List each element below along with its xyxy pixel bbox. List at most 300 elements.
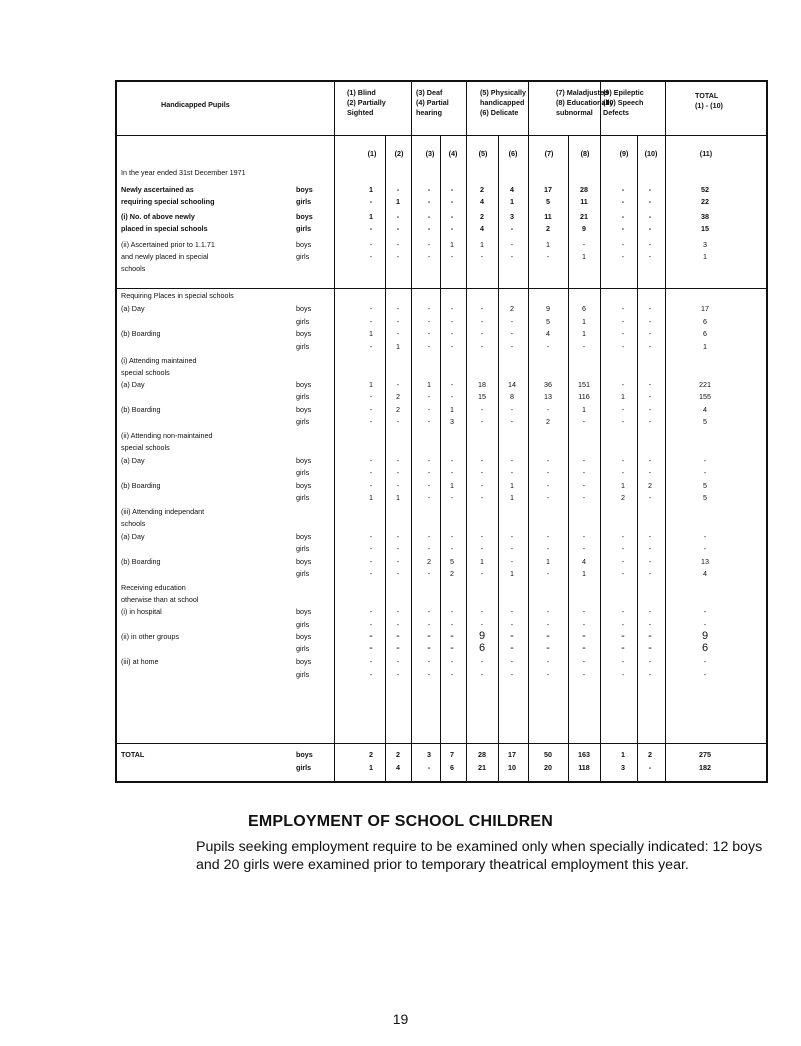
table-cell: - xyxy=(582,456,586,465)
row-label: (i) No. of above newly xyxy=(121,212,195,221)
table-cell: - xyxy=(480,532,484,541)
column-rule xyxy=(665,80,666,783)
table-cell: 10 xyxy=(508,763,516,772)
row-sex-label: boys xyxy=(296,750,313,759)
table-cell: - xyxy=(427,763,431,772)
table-cell: - xyxy=(427,197,431,206)
table-cell: - xyxy=(648,317,652,326)
table-cell: - xyxy=(648,763,652,772)
row-label: (b) Boarding xyxy=(121,405,161,414)
table-cell: - xyxy=(703,456,707,465)
header-group-line: TOTAL xyxy=(695,91,719,100)
table-cell: 2 xyxy=(621,493,625,502)
table-cell: 17 xyxy=(701,304,709,313)
table-cell: 2 xyxy=(480,212,484,221)
table-cell: - xyxy=(621,544,625,553)
table-cell: - xyxy=(510,329,514,338)
row-label: special schools xyxy=(121,443,170,452)
table-cell: - xyxy=(480,317,484,326)
table-cell: - xyxy=(648,185,652,194)
table-cell: - xyxy=(648,252,652,261)
row-sex-label: boys xyxy=(296,481,312,490)
table-cell: 28 xyxy=(478,750,486,759)
table-cell: - xyxy=(369,670,373,679)
row-sex-label: boys xyxy=(296,456,312,465)
table-cell: 1 xyxy=(510,569,514,578)
table-cell: - xyxy=(648,417,652,426)
table-cell: 6 xyxy=(701,642,709,654)
table-cell: 9 xyxy=(701,630,709,642)
table-cell: - xyxy=(621,317,625,326)
table-cell: 1 xyxy=(582,405,586,414)
table-cell: 5 xyxy=(450,557,454,566)
table-cell: 3 xyxy=(427,750,431,759)
table-cell: 1 xyxy=(427,380,431,389)
row-label: (b) Boarding xyxy=(121,481,161,490)
table-cell: - xyxy=(450,342,454,351)
row-sex-label: girls xyxy=(296,670,310,679)
column-number: (4) xyxy=(448,149,458,158)
table-cell: - xyxy=(621,329,625,338)
table-cell: 1 xyxy=(621,750,625,759)
row-sex-label: boys xyxy=(296,212,313,221)
table-cell: - xyxy=(427,544,431,553)
table-cell: - xyxy=(510,670,514,679)
table-cell: 1 xyxy=(621,392,625,401)
table-cell: 1 xyxy=(582,329,586,338)
table-cell: 52 xyxy=(701,185,709,194)
row-sex-label: girls xyxy=(296,620,310,629)
row-sex-label: girls xyxy=(296,197,312,206)
table-cell: - xyxy=(510,224,514,233)
row-label: (a) Day xyxy=(121,380,145,389)
table-cell: - xyxy=(427,329,431,338)
row-sex-label: boys xyxy=(296,380,312,389)
table-cell: 1 xyxy=(510,481,514,490)
table-cell: 1 xyxy=(396,197,400,206)
header-group-line: (1) - (10) xyxy=(695,101,723,110)
table-cell: 4 xyxy=(582,557,586,566)
table-cell: - xyxy=(450,630,454,642)
table-cell: - xyxy=(369,342,373,351)
row-sex-label: boys xyxy=(296,185,313,194)
header-group-line: (1) Blind xyxy=(347,88,376,97)
table-cell: - xyxy=(450,317,454,326)
table-cell: 28 xyxy=(580,185,588,194)
table-cell: - xyxy=(621,557,625,566)
column-number: (11) xyxy=(699,149,713,158)
table-cell: - xyxy=(510,317,514,326)
table-cell: 5 xyxy=(703,417,707,426)
table-cell: - xyxy=(510,417,514,426)
row-sex-label: girls xyxy=(296,317,310,326)
table-cell: 1 xyxy=(703,252,707,261)
table-cell: - xyxy=(427,392,431,401)
table-cell: - xyxy=(621,569,625,578)
table-cell: - xyxy=(480,252,484,261)
header-group-line: hearing xyxy=(416,108,442,117)
table-cell: 2 xyxy=(546,224,550,233)
row-label: (i) in hospital xyxy=(121,607,162,616)
table-cell: - xyxy=(480,670,484,679)
table-cell: - xyxy=(396,657,400,666)
table-cell: - xyxy=(369,642,373,654)
totals-label: TOTAL xyxy=(121,750,145,759)
table-cell: - xyxy=(369,468,373,477)
column-number: (9) xyxy=(619,149,629,158)
table-cell: - xyxy=(621,252,625,261)
table-cell: - xyxy=(369,481,373,490)
row-sex-label: girls xyxy=(296,493,310,502)
table-cell: - xyxy=(648,620,652,629)
table-cell: - xyxy=(510,630,514,642)
table-cell: - xyxy=(621,417,625,426)
row-sex-label: girls xyxy=(296,224,312,233)
table-cell: 1 xyxy=(450,481,454,490)
table-cell: 11 xyxy=(544,212,552,221)
row-sex-label: boys xyxy=(296,532,312,541)
table-cell: 1 xyxy=(369,329,373,338)
table-cell: - xyxy=(582,544,586,553)
table-cell: - xyxy=(546,342,550,351)
table-cell: 275 xyxy=(699,750,711,759)
table-cell: - xyxy=(648,380,652,389)
table-cell: 4 xyxy=(396,763,400,772)
table-cell: - xyxy=(546,630,550,642)
table-cell: - xyxy=(510,342,514,351)
table-cell: - xyxy=(369,607,373,616)
table-cell: - xyxy=(427,240,431,249)
table-cell: - xyxy=(621,642,625,654)
table-cell: - xyxy=(369,224,373,233)
table-cell: 8 xyxy=(510,392,514,401)
table-cell: - xyxy=(621,456,625,465)
table-cell: - xyxy=(582,670,586,679)
column-rule xyxy=(568,135,569,783)
row-sex-label: girls xyxy=(296,644,310,653)
table-cell: - xyxy=(648,392,652,401)
table-cell: - xyxy=(369,569,373,578)
column-number: (5) xyxy=(478,149,488,158)
table-cell: - xyxy=(648,329,652,338)
row-label: (ii) Ascertained prior to 1.1.71 xyxy=(121,240,215,249)
table-cell: - xyxy=(582,630,586,642)
table-cell: 1 xyxy=(369,763,373,772)
column-number: (10) xyxy=(644,149,658,158)
table-cell: 9 xyxy=(546,304,550,313)
table-cell: - xyxy=(396,620,400,629)
table-cell: - xyxy=(582,342,586,351)
table-cell: - xyxy=(369,657,373,666)
table-cell: - xyxy=(621,405,625,414)
column-rule xyxy=(466,80,467,783)
table-cell: - xyxy=(546,481,550,490)
table-cell: 38 xyxy=(701,212,709,221)
table-cell: 6 xyxy=(450,763,454,772)
row-label: (i) Attending maintained xyxy=(121,356,197,365)
table-cell: 4 xyxy=(703,569,707,578)
table-cell: - xyxy=(450,197,454,206)
row-sex-label: boys xyxy=(296,557,312,566)
row-sex-label: girls xyxy=(296,763,312,772)
table-cell: - xyxy=(480,620,484,629)
row-label: (ii) in other groups xyxy=(121,632,179,641)
table-cell: - xyxy=(396,456,400,465)
table-cell: - xyxy=(621,212,625,221)
table-cell: - xyxy=(480,405,484,414)
table-cell: - xyxy=(510,468,514,477)
row-label: (a) Day xyxy=(121,304,145,313)
table-cell: - xyxy=(450,252,454,261)
table-cell: - xyxy=(648,456,652,465)
table-cell: 1 xyxy=(582,252,586,261)
table-cell: 1 xyxy=(582,569,586,578)
row-sex-label: girls xyxy=(296,569,310,578)
header-group-line: (7) Maladjusted xyxy=(556,88,609,97)
table-cell: - xyxy=(427,620,431,629)
table-cell: 13 xyxy=(544,392,552,401)
table-cell: - xyxy=(450,607,454,616)
table-cell: 5 xyxy=(546,197,550,206)
row-sex-label: girls xyxy=(296,417,310,426)
table-cell: - xyxy=(480,657,484,666)
column-rule xyxy=(334,80,335,783)
table-cell: - xyxy=(546,607,550,616)
row-label: (a) Day xyxy=(121,532,145,541)
table-cell: 151 xyxy=(578,380,590,389)
table-cell: - xyxy=(546,456,550,465)
table-cell: - xyxy=(582,620,586,629)
table-cell: - xyxy=(396,240,400,249)
table-cell: - xyxy=(396,642,400,654)
table-cell: - xyxy=(396,317,400,326)
table-cell: 3 xyxy=(510,212,514,221)
table-cell: 50 xyxy=(544,750,552,759)
table-cell: 1 xyxy=(546,557,550,566)
table-cell: - xyxy=(450,185,454,194)
table-cell: 4 xyxy=(546,329,550,338)
row-label: and newly placed in special xyxy=(121,252,209,261)
table-cell: 163 xyxy=(578,750,590,759)
table-cell: - xyxy=(510,252,514,261)
table-cell: - xyxy=(510,642,514,654)
table-cell: - xyxy=(582,468,586,477)
table-cell: - xyxy=(648,642,652,654)
table-cell: 2 xyxy=(396,392,400,401)
table-cell: 17 xyxy=(544,185,552,194)
table-cell: 221 xyxy=(699,380,711,389)
table-cell: - xyxy=(427,607,431,616)
table-cell: 18 xyxy=(478,380,486,389)
table-cell: - xyxy=(369,317,373,326)
table-cell: - xyxy=(369,405,373,414)
table-cell: - xyxy=(427,481,431,490)
table-cell: - xyxy=(480,342,484,351)
table-cell: - xyxy=(546,468,550,477)
row-rule xyxy=(115,135,768,136)
section-title: Requiring Places in special schools xyxy=(121,291,234,300)
table-cell: 7 xyxy=(450,750,454,759)
table-cell: - xyxy=(396,544,400,553)
table-cell: - xyxy=(648,240,652,249)
table-cell: 4 xyxy=(510,185,514,194)
table-cell: 1 xyxy=(510,493,514,502)
table-cell: 2 xyxy=(510,304,514,313)
header-group-line: (5) Physically xyxy=(480,88,526,97)
table-cell: 2 xyxy=(648,481,652,490)
column-number: (8) xyxy=(580,149,590,158)
table-cell: - xyxy=(427,304,431,313)
table-cell: - xyxy=(450,329,454,338)
table-cell: 1 xyxy=(396,493,400,502)
table-cell: 14 xyxy=(508,380,516,389)
table-cell: 2 xyxy=(546,417,550,426)
table-cell: - xyxy=(648,657,652,666)
table-cell: - xyxy=(648,405,652,414)
table-cell: 118 xyxy=(578,763,590,772)
table-cell: - xyxy=(648,670,652,679)
column-rule xyxy=(528,80,529,783)
table-cell: 2 xyxy=(648,750,652,759)
table-cell: - xyxy=(396,569,400,578)
table-cell: - xyxy=(450,657,454,666)
table-cell: 11 xyxy=(580,197,588,206)
table-cell: 5 xyxy=(546,317,550,326)
table-cell: - xyxy=(396,329,400,338)
table-cell: - xyxy=(427,252,431,261)
table-cell: - xyxy=(582,642,586,654)
table-cell: 9 xyxy=(582,224,586,233)
table-cell: - xyxy=(546,569,550,578)
table-cell: 1 xyxy=(703,342,707,351)
row-label: (a) Day xyxy=(121,456,145,465)
table-cell: - xyxy=(546,620,550,629)
table-cell: - xyxy=(396,212,400,221)
table-cell: - xyxy=(510,607,514,616)
header-group-line: (2) Partially xyxy=(347,98,386,107)
table-cell: - xyxy=(450,224,454,233)
row-sex-label: boys xyxy=(296,632,312,641)
table-cell: - xyxy=(396,532,400,541)
column-number: (2) xyxy=(394,149,404,158)
table-cell: 4 xyxy=(480,224,484,233)
table-cell: - xyxy=(510,544,514,553)
table-cell: - xyxy=(396,252,400,261)
table-cell: - xyxy=(621,240,625,249)
table-cell: 4 xyxy=(480,197,484,206)
table-cell: - xyxy=(450,392,454,401)
row-sex-label: boys xyxy=(296,607,312,616)
table-cell: 1 xyxy=(369,185,373,194)
table-cell: - xyxy=(703,657,707,666)
row-sex-label: girls xyxy=(296,468,310,477)
table-cell: - xyxy=(510,657,514,666)
table-cell: - xyxy=(396,185,400,194)
table-cell: - xyxy=(427,630,431,642)
column-number: (1) xyxy=(367,149,377,158)
table-cell: 6 xyxy=(703,317,707,326)
table-cell: 22 xyxy=(701,197,709,206)
table-cell: 5 xyxy=(703,493,707,502)
table-cell: - xyxy=(648,342,652,351)
table-cell: - xyxy=(427,670,431,679)
table-cell: 21 xyxy=(478,763,486,772)
row-label: Newly ascertained as xyxy=(121,185,194,194)
table-cell: 15 xyxy=(701,224,709,233)
table-cell: - xyxy=(427,185,431,194)
table-cell: 4 xyxy=(703,405,707,414)
table-cell: - xyxy=(427,468,431,477)
table-cell: - xyxy=(510,620,514,629)
table-cell: 2 xyxy=(450,569,454,578)
header-group-line: (4) Partial xyxy=(416,98,449,107)
table-cell: - xyxy=(450,468,454,477)
table-cell: 1 xyxy=(450,240,454,249)
row-sex-label: girls xyxy=(296,392,310,401)
column-number: (6) xyxy=(508,149,518,158)
table-cell: - xyxy=(546,405,550,414)
section-heading: EMPLOYMENT OF SCHOOL CHILDREN xyxy=(247,813,554,830)
table-cell: - xyxy=(621,342,625,351)
table-cell: - xyxy=(621,532,625,541)
table-cell: - xyxy=(648,557,652,566)
header-group-line: (6) Delicate xyxy=(480,108,519,117)
table-cell: 36 xyxy=(544,380,552,389)
table-cell: - xyxy=(427,224,431,233)
row-label: (iii) Attending independant xyxy=(121,507,205,516)
table-cell: - xyxy=(582,657,586,666)
table-cell: 1 xyxy=(480,557,484,566)
table-cell: 2 xyxy=(396,405,400,414)
table-cell: - xyxy=(703,468,707,477)
table-cell: 6 xyxy=(478,642,486,654)
table-cell: - xyxy=(582,493,586,502)
table-cell: 13 xyxy=(701,557,709,566)
table-cell: - xyxy=(480,607,484,616)
table-cell: - xyxy=(427,493,431,502)
table-cell: - xyxy=(396,304,400,313)
table-cell: - xyxy=(621,468,625,477)
row-label: Receiving education xyxy=(121,583,186,592)
table-cell: - xyxy=(621,620,625,629)
table-cell: - xyxy=(621,224,625,233)
table-cell: - xyxy=(648,630,652,642)
table-cell: 6 xyxy=(703,329,707,338)
table-cell: - xyxy=(703,620,707,629)
table-cell: - xyxy=(396,224,400,233)
table-cell: - xyxy=(450,544,454,553)
table-cell: - xyxy=(396,468,400,477)
table-cell: - xyxy=(396,670,400,679)
table-cell: - xyxy=(427,417,431,426)
table-cell: - xyxy=(369,417,373,426)
header-group-line: (9) Epileptic xyxy=(603,88,644,97)
table-cell: - xyxy=(546,493,550,502)
table-cell: 182 xyxy=(699,763,711,772)
table-cell: - xyxy=(396,417,400,426)
table-cell: - xyxy=(582,240,586,249)
table-cell: - xyxy=(546,544,550,553)
table-cell: - xyxy=(648,468,652,477)
row-sex-label: boys xyxy=(296,240,312,249)
table-cell: - xyxy=(480,329,484,338)
table-cell: - xyxy=(703,607,707,616)
header-group-line: (3) Deaf xyxy=(416,88,443,97)
table-cell: - xyxy=(703,532,707,541)
table-cell: - xyxy=(648,532,652,541)
row-label: (ii) Attending non-maintained xyxy=(121,431,213,440)
table-cell: - xyxy=(369,392,373,401)
